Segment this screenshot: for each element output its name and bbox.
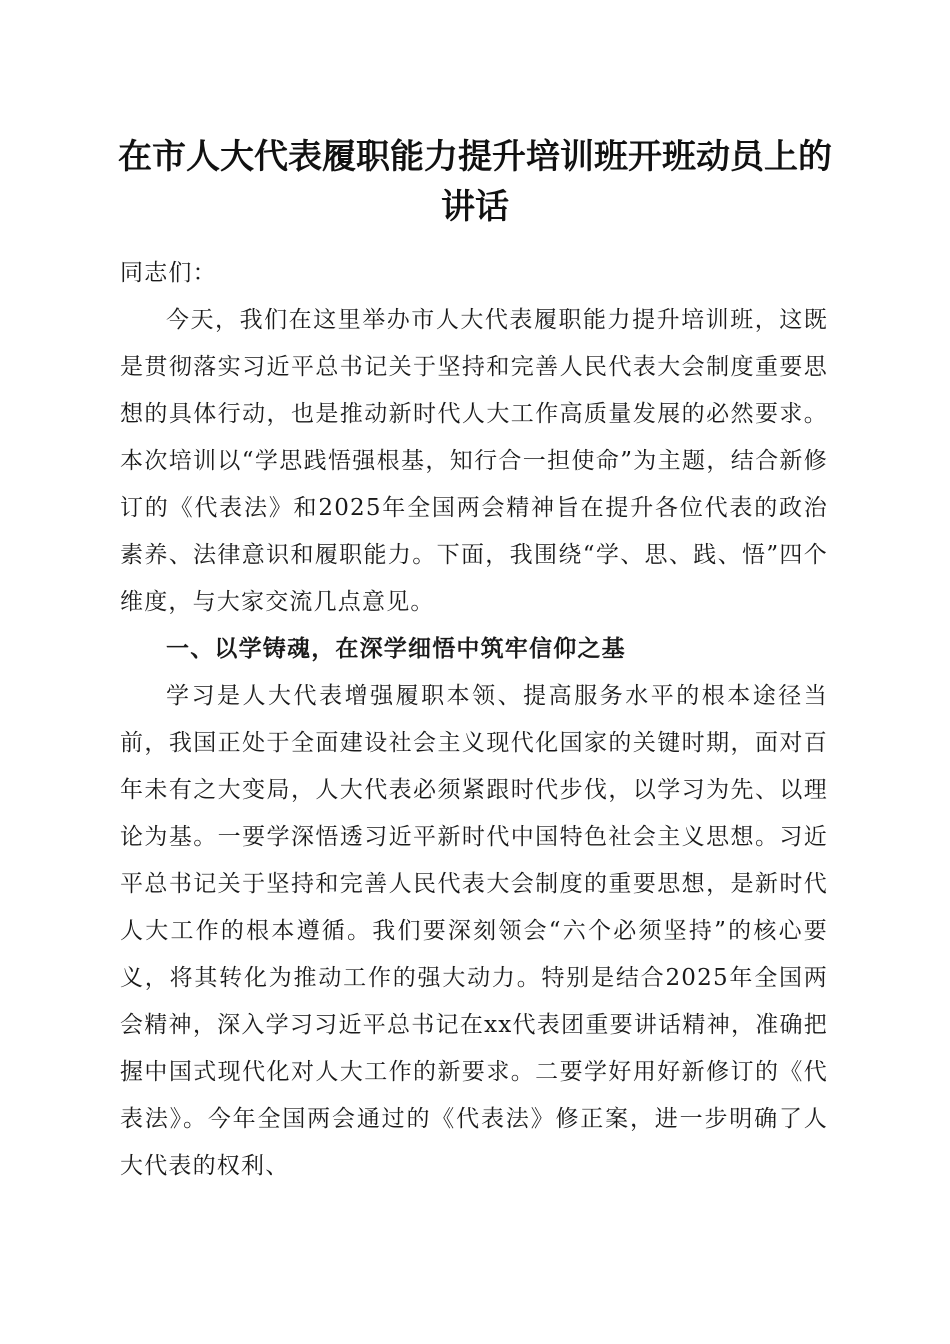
intro-paragraph: 今天，我们在这里举办市人大代表履职能力提升培训班，这既是贯彻落实习近平总书记关于坚持和完善人民代表大会制度重要思想的具体行动，也是推动新时代人大工作高质量发展的必然要求。本次培训以“学思践悟强根基，知行合一担使命”为主题，结合新修订的《代表法》和2025年全国两会精神旨在提升各位代表的政治素养、法律意识和履职能力。下面，我围绕“学、思、践、悟”四个维度，与大家交流几点意见。: [120, 307, 828, 615]
document-body: [120, 250, 828, 1190]
section-heading: 一、以学铸魂，在深学细悟中筑牢信仰之基: [166, 636, 626, 662]
salutation: 同志们：: [120, 260, 217, 286]
document-title: 在市人大代表履职能力提升培训班开班动员上的讲话: [118, 137, 832, 227]
section-paragraph: 学习是人大代表增强履职本领、提高服务水平的根本途径当前，我国正处于全面建设社会主义现代化国家的关键时期，面对百年未有之大变局，人大代表必须紧跟时代步伐，以学习为先、以理论为基。一要学深悟透习近平新时代中国特色社会主义思想。习近平总书记关于坚持和完善人民代表大会制度的重要思想，是新时代人大工作的根本遵循。我们要深刻领会“六个必须坚持”的核心要义，将其转化为推动工作的强大动力。特别是结合2025年全国两会精神，深入学习习近平总书记在xx代表团重要讲话精神，准确把握中国式现代化对人大工作的新要求。二要学好用好新修订的《代表法》。今年全国两会通过的《代表法》修正案，进一步明确了人大代表的权利、: [120, 683, 828, 1179]
